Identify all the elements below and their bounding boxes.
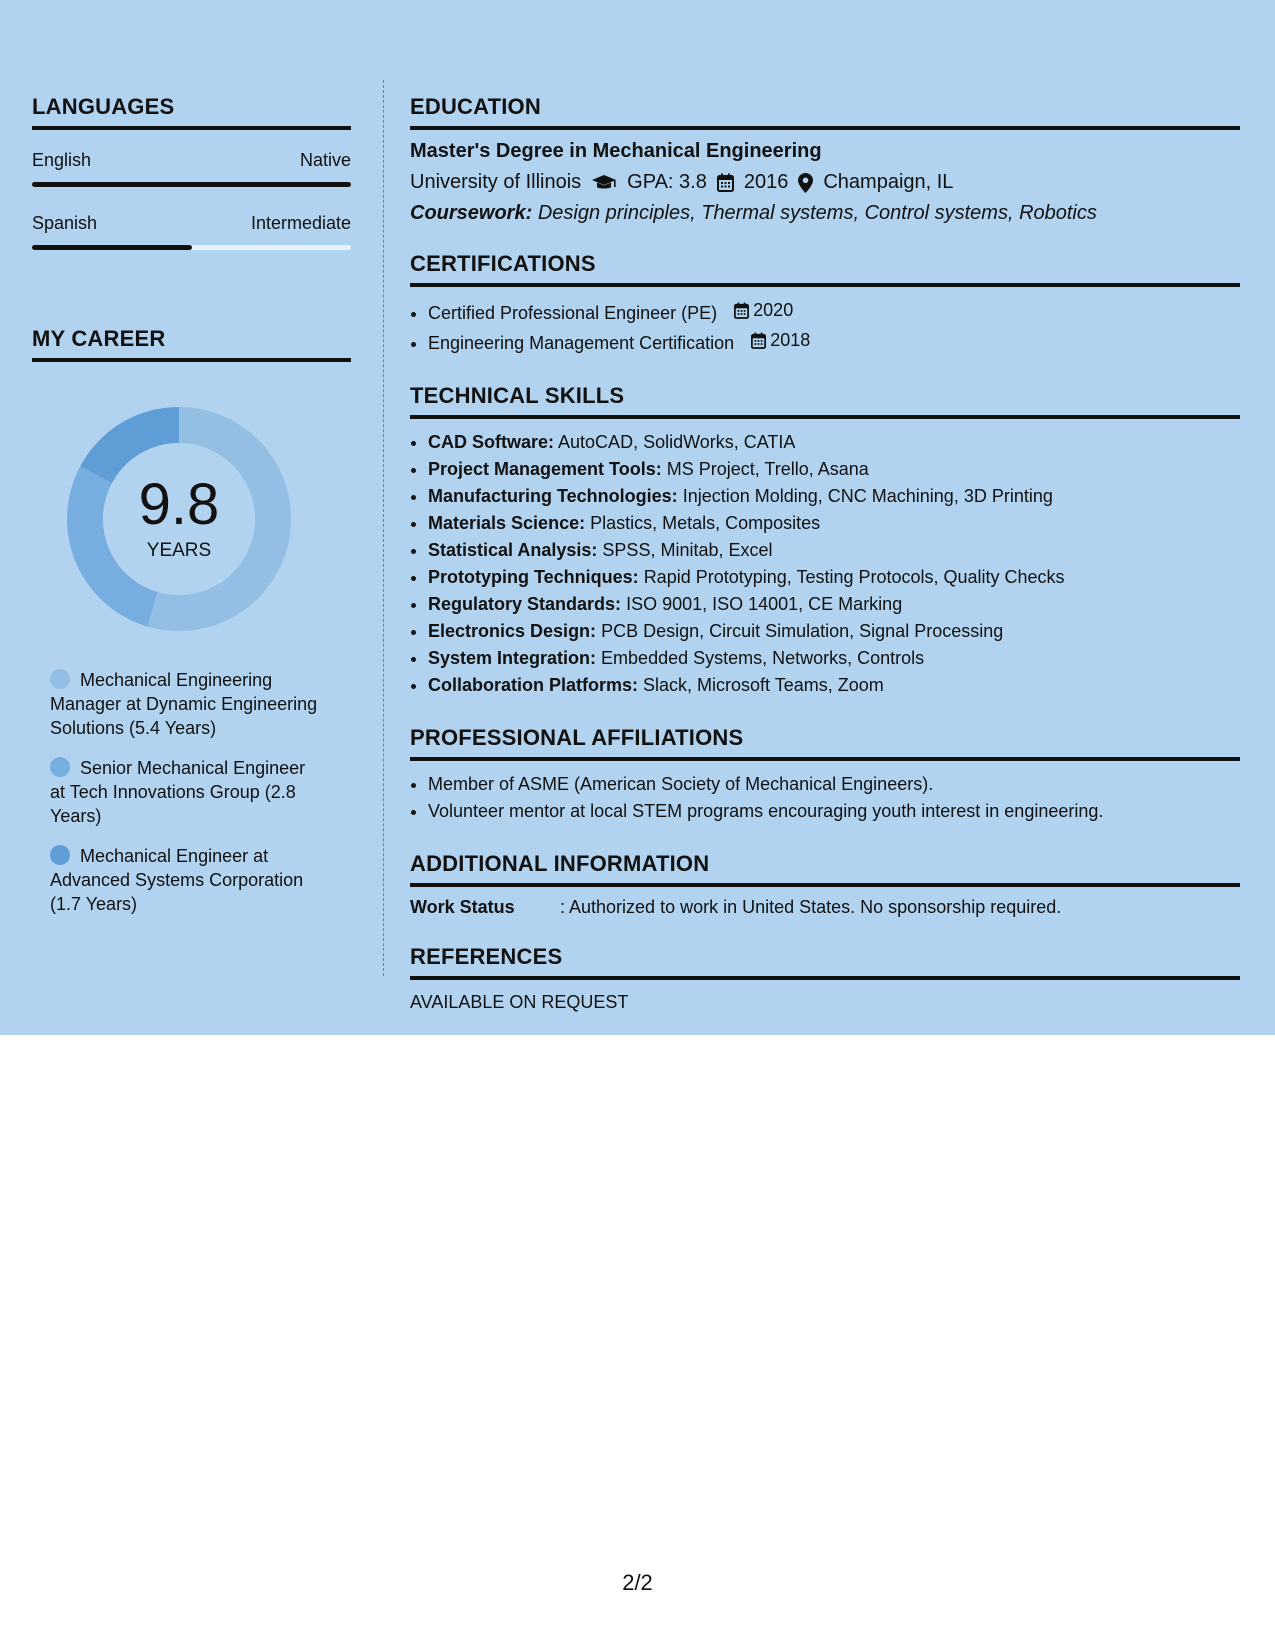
left-column	[32, 94, 351, 932]
certifications-section	[410, 251, 1240, 357]
skill-value: Injection Molding, CNC Machining, 3D Printing	[682, 486, 1053, 506]
career-legend-item	[50, 844, 320, 916]
language-name: English	[32, 150, 92, 170]
graduation-cap-icon	[591, 174, 617, 192]
skill-item	[428, 537, 1240, 564]
skills-title: TECHNICAL SKILLS	[410, 383, 1240, 419]
language-bar-fill	[32, 182, 351, 187]
education-meta	[410, 171, 1240, 194]
skill-label: Electronics Design:	[428, 621, 597, 641]
language-spanish	[32, 213, 351, 250]
skill-item	[428, 456, 1240, 483]
skill-value: SPSS, Minitab, Excel	[602, 540, 773, 560]
education-degree: Master's Degree in Mechanical Engineering	[410, 140, 822, 162]
additional-section	[410, 851, 1240, 918]
language-bar	[32, 245, 351, 250]
work-status-row	[410, 897, 1240, 918]
language-bar	[32, 182, 351, 187]
skill-value: PCB Design, Circuit Simulation, Signal Processing	[601, 621, 1004, 641]
education-year: 2016	[743, 171, 789, 193]
education-school: University of Illinois	[410, 171, 582, 193]
education-coursework	[410, 202, 1240, 225]
education-title: EDUCATION	[410, 94, 1240, 130]
coursework-label: Coursework:	[410, 202, 533, 224]
references-title: REFERENCES	[410, 944, 1240, 980]
map-pin-icon	[798, 173, 813, 193]
education-location: Champaign, IL	[823, 171, 954, 193]
skill-item	[428, 429, 1240, 456]
language-name: Spanish	[32, 213, 98, 233]
education-gpa: GPA: 3.8	[627, 171, 707, 193]
certifications-list	[428, 297, 1240, 357]
references-section	[410, 944, 1240, 1013]
legend-dot	[50, 757, 70, 777]
certification-name: Engineering Management Certification	[428, 333, 735, 353]
skill-item	[428, 618, 1240, 645]
skill-label: Regulatory Standards:	[428, 594, 622, 614]
languages-title: LANGUAGES	[32, 94, 351, 130]
skill-value: AutoCAD, SolidWorks, CATIA	[558, 432, 796, 452]
skill-label: Collaboration Platforms:	[428, 675, 639, 695]
skill-item	[428, 564, 1240, 591]
skill-label: System Integration:	[428, 648, 597, 668]
certification-name: Certified Professional Engineer (PE)	[428, 303, 718, 323]
column-divider	[383, 80, 384, 976]
education-section	[410, 94, 1240, 225]
certifications-title: CERTIFICATIONS	[410, 251, 1240, 287]
affiliations-title: PROFESSIONAL AFFILIATIONS	[410, 725, 1240, 761]
skill-label: Prototyping Techniques:	[428, 567, 639, 587]
skill-item	[428, 672, 1240, 699]
career-role-label: Senior Mechanical Engineer at Tech Innovations Group (2.8 Years)	[50, 758, 306, 826]
career-donut-chart	[66, 406, 292, 632]
skill-label: Manufacturing Technologies:	[428, 486, 678, 506]
certification-year: 2018	[770, 330, 811, 350]
affiliations-section	[410, 725, 1240, 825]
certification-year: 2020	[753, 300, 794, 320]
calendar-icon	[717, 173, 734, 192]
career-legend-item	[50, 756, 320, 828]
skill-item	[428, 510, 1240, 537]
language-level: Intermediate	[250, 213, 351, 233]
career-role-label: Mechanical Engineering Manager at Dynamic Engineering Solutions (5.4 Years)	[50, 670, 318, 738]
certification-item	[428, 297, 1240, 327]
skills-list	[428, 429, 1240, 699]
skill-item	[428, 645, 1240, 672]
skill-label: Statistical Analysis:	[428, 540, 598, 560]
legend-dot	[50, 845, 70, 865]
coursework-value: Design principles, Thermal systems, Control systems, Robotics	[537, 202, 1097, 224]
skill-item	[428, 483, 1240, 510]
career-legend-item	[50, 668, 320, 740]
skill-value: Plastics, Metals, Composites	[590, 513, 821, 533]
affiliations-list	[428, 771, 1240, 825]
calendar-icon	[734, 302, 749, 319]
skill-value: MS Project, Trello, Asana	[666, 459, 869, 479]
skill-label: Project Management Tools:	[428, 459, 662, 479]
certification-item	[428, 327, 1240, 357]
career-legend	[50, 668, 320, 916]
right-column	[410, 94, 1240, 1013]
skill-label: CAD Software:	[428, 432, 555, 452]
skill-value: ISO 9001, ISO 14001, CE Marking	[626, 594, 903, 614]
language-bar-fill	[32, 245, 192, 250]
references-text: AVAILABLE ON REQUEST	[410, 992, 629, 1012]
skills-section	[410, 383, 1240, 699]
skill-value: Slack, Microsoft Teams, Zoom	[643, 675, 884, 695]
skill-value: Embedded Systems, Networks, Controls	[601, 648, 925, 668]
affiliation-item: • Member of ASME (American Society of Mechanical Engineers).	[428, 771, 1240, 798]
additional-title: ADDITIONAL INFORMATION	[410, 851, 1240, 887]
career-title: MY CAREER	[32, 326, 351, 362]
skill-value: Rapid Prototyping, Testing Protocols, Quality Checks	[643, 567, 1065, 587]
page-number: 2/2	[622, 1570, 653, 1595]
career-role-label: Mechanical Engineer at Advanced Systems Corporation (1.7 Years)	[50, 846, 304, 914]
work-status-label: Work Status	[410, 897, 515, 917]
career-total-unit: YEARS	[146, 540, 212, 561]
career-total-value: 9.8	[138, 472, 220, 537]
skill-item	[428, 591, 1240, 618]
legend-dot	[50, 669, 70, 689]
affiliation-item: • Volunteer mentor at local STEM programs encouraging youth interest in engineering.	[428, 798, 1240, 825]
language-level: Native	[299, 150, 351, 170]
calendar-icon	[751, 332, 766, 349]
work-status-value: : Authorized to work in United States. No sponsorship required.	[560, 897, 1062, 917]
language-english	[32, 150, 351, 187]
skill-label: Materials Science:	[428, 513, 586, 533]
